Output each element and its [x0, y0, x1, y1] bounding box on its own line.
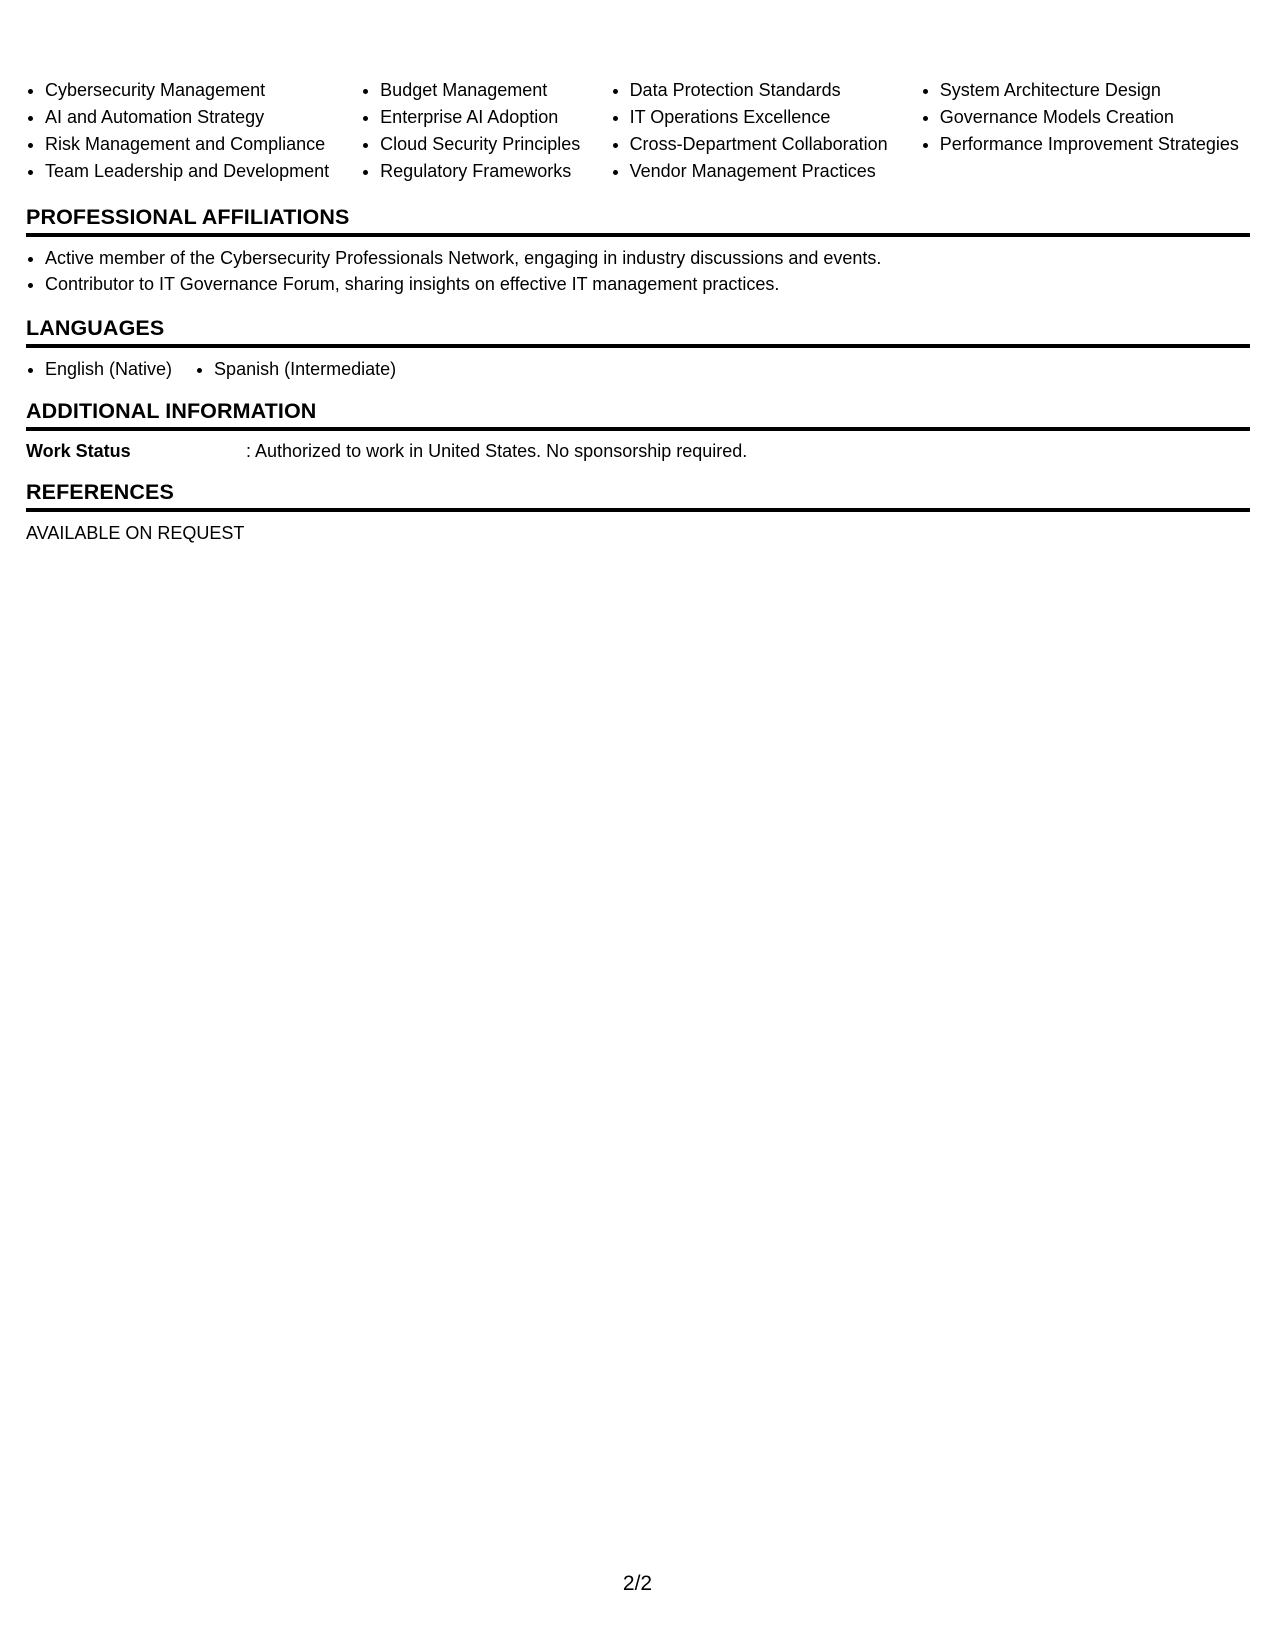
- references-text: AVAILABLE ON REQUEST: [26, 523, 245, 543]
- skill-item: • Enterprise AI Adoption: [380, 105, 610, 130]
- affiliations-section: [26, 203, 1250, 297]
- skill-item: • Vendor Management Practices: [630, 159, 921, 184]
- additional-info-section: [26, 397, 1250, 463]
- skills-column-4: [921, 78, 1250, 159]
- skill-item: • Data Protection Standards: [630, 78, 921, 103]
- skills-column-3: [611, 78, 921, 186]
- work-status-row: [26, 439, 1250, 463]
- affiliation-item: • Active member of the Cybersecurity Professionals Network, engaging in industry discussions and events.: [45, 245, 1250, 271]
- skill-item: • IT Operations Excellence: [630, 105, 921, 130]
- affiliations-list: [26, 245, 1250, 297]
- skill-item: • Cybersecurity Management: [45, 78, 361, 103]
- languages-section: [26, 314, 1250, 382]
- section-divider: [26, 508, 1250, 512]
- references-section: [26, 478, 1250, 545]
- language-item: • Spanish (Intermediate): [214, 356, 396, 382]
- skill-item: • Team Leadership and Development: [45, 159, 361, 184]
- section-divider: [26, 427, 1250, 431]
- work-status-label: Work Status: [26, 441, 131, 461]
- skill-item: • Cross-Department Collaboration: [630, 132, 921, 157]
- section-divider: [26, 233, 1250, 237]
- language-item: • English (Native): [45, 356, 172, 382]
- skills-column-2: [361, 78, 610, 186]
- section-divider: [26, 344, 1250, 348]
- section-title-affiliations: PROFESSIONAL AFFILIATIONS: [26, 205, 350, 229]
- skills-grid: [26, 78, 1250, 186]
- skill-item: • Budget Management: [380, 78, 610, 103]
- skills-column-1: [26, 78, 361, 186]
- skill-item: • System Architecture Design: [940, 78, 1250, 103]
- work-status-value: : Authorized to work in United States. No sponsorship required.: [246, 441, 748, 461]
- section-title-references: REFERENCES: [26, 480, 174, 504]
- page-number: 2/2: [622, 1572, 653, 1595]
- skill-item: • AI and Automation Strategy: [45, 105, 361, 130]
- page-content: [26, 78, 1250, 545]
- skill-item: • Governance Models Creation: [940, 105, 1250, 130]
- skill-item: • Cloud Security Principles: [380, 132, 610, 157]
- languages-list: [26, 356, 1250, 382]
- skill-item: • Regulatory Frameworks: [380, 159, 610, 184]
- section-title-additional: ADDITIONAL INFORMATION: [26, 399, 317, 423]
- affiliation-item: • Contributor to IT Governance Forum, sharing insights on effective IT management practices.: [45, 271, 1250, 297]
- skill-item: • Performance Improvement Strategies: [940, 132, 1250, 157]
- section-title-languages: LANGUAGES: [26, 316, 165, 340]
- skill-item: • Risk Management and Compliance: [45, 132, 361, 157]
